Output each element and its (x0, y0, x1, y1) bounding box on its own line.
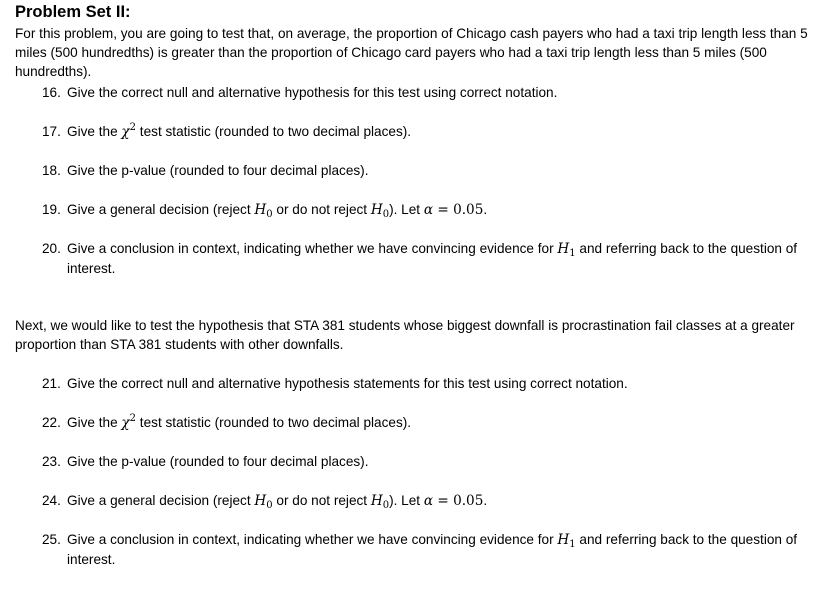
question-number: 24. (42, 493, 61, 508)
question-text: ). Let (389, 202, 424, 217)
question-number: 25. (42, 532, 61, 547)
question-text: Give the correct null and alternative hypothesis for this test using correct notation. (67, 85, 558, 100)
question-number: 18. (42, 163, 61, 178)
subscript-one: 1 (569, 248, 576, 259)
h-symbol: H (254, 493, 267, 509)
question-25 (42, 530, 827, 569)
question-22 (42, 413, 827, 433)
question-text: or do not reject (272, 202, 371, 217)
question-text: Give a general decision (reject (67, 493, 255, 508)
question-23 (42, 452, 827, 471)
question-text: and referring back to the question of interest. (67, 241, 798, 276)
question-24: 24. Give a general decision (reject $H_0$ or do not reject $H_0$). Let α = 0.05. (42, 493, 488, 511)
question-number: 19. (42, 202, 61, 217)
question-text: and referring back to the question of interest. (67, 532, 798, 567)
squared-exponent: 2 (129, 122, 137, 133)
question-text: test statistic (rounded to two decimal places). (136, 124, 412, 139)
problem-intro-paragraph: For this problem, you are going to test that, on average, the proportion of Chicago cash payers who had a taxi trip length less than 5 miles (500 hundredths) is greater than the proportion of Chicago card payers who had a taxi trip length less than 5 miles (500 hundredths). (15, 26, 808, 79)
h-symbol: H (370, 493, 383, 509)
question-text: or do not reject (272, 493, 371, 508)
question-number: 16. (42, 85, 61, 100)
subscript-one: 1 (569, 539, 576, 550)
question-text: Give the p-value (rounded to four decimal places). (67, 454, 369, 469)
question-17 (42, 122, 827, 142)
question-16 (42, 83, 827, 102)
second-intro-paragraph: Next, we would like to test the hypothesis that STA 381 students whose biggest downfall is procrastination fail classes at a greater proportion than STA 381 students with other downfalls. (15, 318, 795, 352)
question-number: 21. (42, 376, 61, 391)
subscript-zero: 0 (266, 209, 273, 220)
problem-set-title: Problem Set II: (15, 3, 131, 21)
squared-exponent: 2 (129, 413, 137, 424)
question-text: Give a conclusion in context, indicating whether we have convincing evidence for (67, 241, 558, 256)
h-symbol: H (254, 202, 267, 218)
question-text: test statistic (rounded to two decimal places). (136, 415, 412, 430)
h-symbol: H (370, 202, 383, 218)
alpha-value: = 0.05 (433, 202, 484, 218)
question-19: 19. Give a general decision (reject $H_0$ or do not reject $H_0$). Let α = 0.05. (42, 202, 488, 220)
alpha-value: = 0.05 (433, 493, 484, 509)
question-number: 20. (42, 241, 61, 256)
question-text: Give the (67, 415, 122, 430)
question-text: Give the (67, 124, 122, 139)
question-text: Give the p-value (rounded to four decimal places). (67, 163, 369, 178)
question-text: Give the correct null and alternative hypothesis statements for this test using correct notation. (67, 376, 628, 391)
chi-symbol: χ (121, 124, 130, 140)
question-18 (42, 161, 827, 180)
h-symbol: H (557, 532, 570, 548)
chi-symbol: χ (121, 415, 130, 431)
question-number: 17. (42, 124, 61, 139)
subscript-zero: 0 (382, 500, 390, 511)
subscript-zero: 0 (382, 209, 390, 220)
question-21 (42, 374, 827, 393)
h-symbol: H (557, 241, 570, 257)
alpha-symbol: α (423, 202, 434, 218)
question-number: 23. (42, 454, 61, 469)
question-20 (42, 239, 827, 278)
question-text: Give a general decision (reject (67, 202, 255, 217)
alpha-symbol: α (423, 493, 434, 509)
question-number: 22. (42, 415, 61, 430)
subscript-zero: 0 (266, 500, 273, 511)
question-text: ). Let (389, 493, 424, 508)
question-text: Give a conclusion in context, indicating whether we have convincing evidence for (67, 532, 558, 547)
